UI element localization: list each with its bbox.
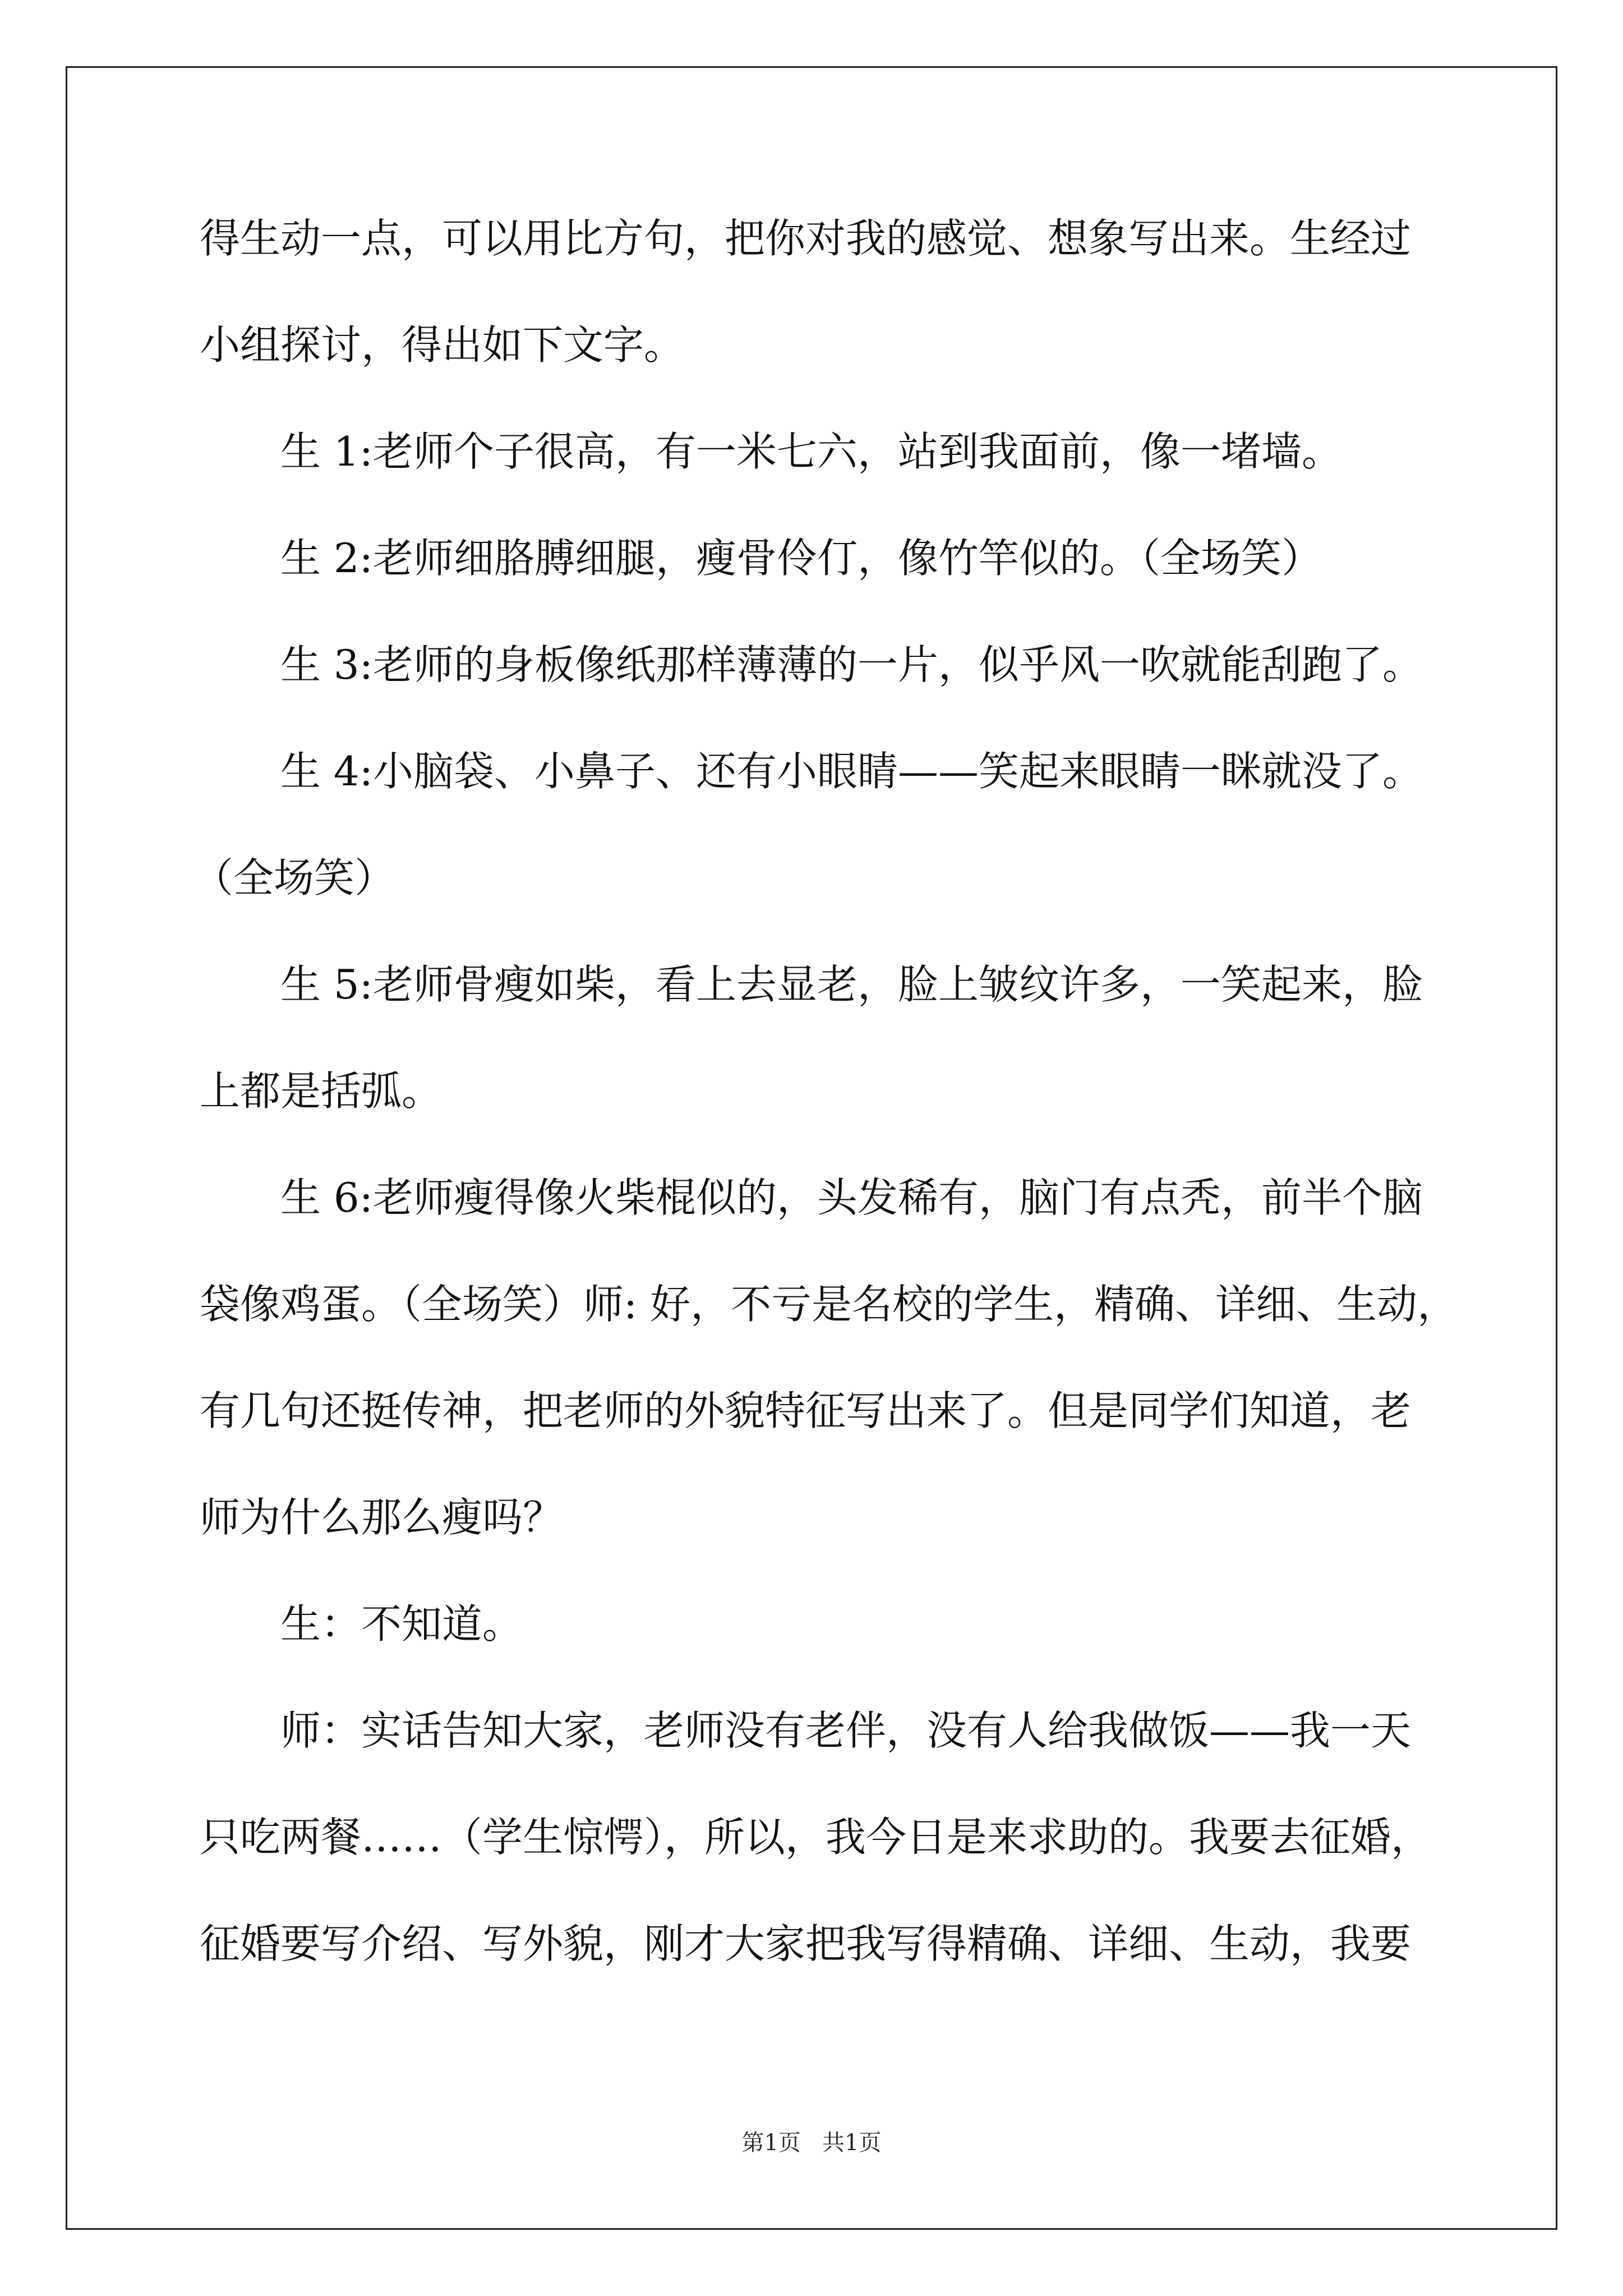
text-line: 有几句还挺传神，把老师的外貌特征写出来了。但是同学们知道，老 [200,1387,1412,1434]
text-line: 师：实话告知大家，老师没有老伴，没有人给我做饭——我一天 [280,1707,1412,1754]
page-border [66,66,1557,2230]
text-line: 生 4:小脑袋、小鼻子、还有小眼睛——笑起来眼睛一眯就没了。 [280,748,1423,795]
text-line: （全场笑） [193,854,395,901]
text-line: 师为什么那么瘦吗？ [200,1494,564,1541]
text-line: 生 3:老师的身板像纸那样薄薄的一片，似乎风一吹就能刮跑了。 [280,641,1423,688]
text-line: 征婚要写介绍、写外貌，刚才大家把我写得精确、详细、生动，我要 [200,1920,1412,1967]
text-line: 得生动一点，可以用比方句，把你对我的感觉、想象写出来。生经过 [200,215,1412,262]
text-line: 只吃两餐……（学生惊愕），所以，我今日是来求助的。我要去征婚， [200,1814,1432,1861]
text-line: 生：不知道。 [280,1600,523,1648]
text-line: 生 2:老师细胳膊细腿，瘦骨伶仃，像竹竿似的。（全场笑） [280,535,1322,582]
text-line: 生 1:老师个子很高，有一米七六，站到我面前，像一堵墙。 [280,428,1342,475]
page-number-footer: 第1页 共1页 [741,2130,882,2156]
text-line: 生 6:老师瘦得像火柴棍似的，头发稀有，脑门有点秃，前半个脑 [280,1174,1423,1221]
text-line: 上都是括弧。 [200,1068,442,1115]
text-line: 小组探讨，得出如下文字。 [200,321,685,369]
text-line: 生 5:老师骨瘦如柴，看上去显老，脸上皱纹许多，一笑起来，脸 [280,961,1423,1008]
text-line: 袋像鸡蛋。（全场笑）师: 好，不亏是名校的学生，精确、详细、生动， [200,1281,1458,1328]
